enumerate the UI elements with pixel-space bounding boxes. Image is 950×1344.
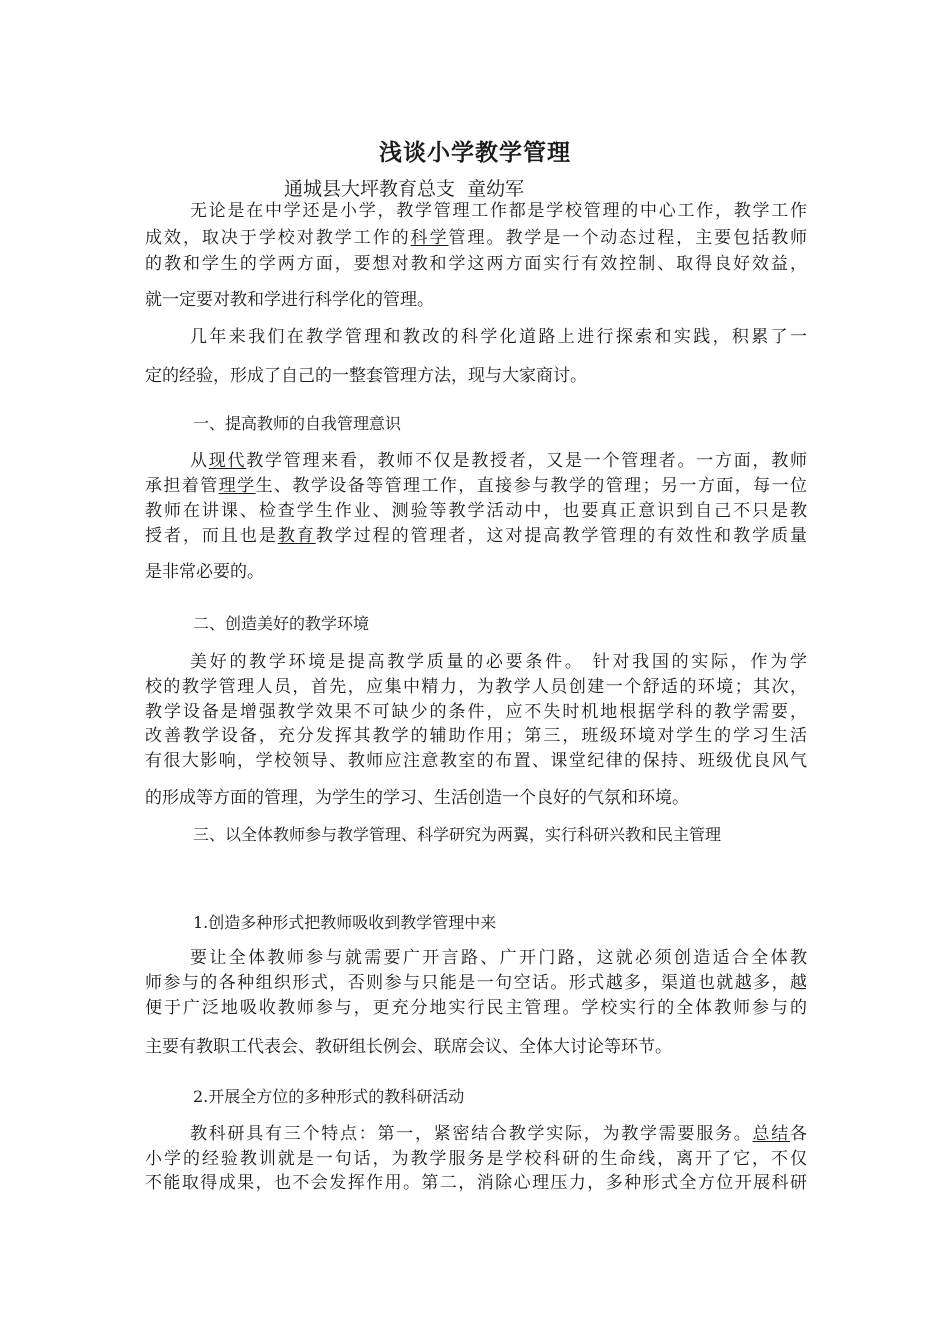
- paragraph-line: 主要有教职工代表会、教研组长例会、联席会议、全体大讨论等环节。: [145, 1037, 672, 1057]
- paragraph-line: 不能取得成果，也不会发挥作用。第二，消除心理压力，多种形式全方位开展科研: [145, 1173, 807, 1193]
- underlined-term: 教育: [277, 526, 316, 546]
- paragraph-line: 成效，取决于学校对教学工作的科学管理。教学是一个动态过程，主要包括教师: [145, 228, 808, 248]
- paragraph-line: 校的教学管理人员，首先，应集中精力，为教学人员创建一个舒适的环境；其次，: [145, 677, 807, 697]
- underlined-term: 科学: [410, 228, 449, 248]
- section-heading: 三、以全体教师参与教学管理、科学研究为两翼，实行科研兴教和民主管理: [193, 825, 722, 844]
- paragraph-line: 有很大影响，学校领导、教师应注意教室的布置、课堂纪律的保持、班级优良风气: [145, 751, 807, 771]
- paragraph-line: 授者，而且也是教育教学过程的管理者，这对提高教学管理的有效性和教学质量: [145, 526, 808, 546]
- underlined-term: 总结: [752, 1124, 790, 1144]
- paragraph-line: 小学的经验教训就是一句话，为教学服务是学校科研的生命线，离开了它，不仅: [145, 1149, 807, 1169]
- paragraph-line: 无论是在中学还是小学，教学管理工作都是学校管理的中心工作，教学工作: [190, 201, 807, 221]
- document-subtitle: 通城县大坪教育总支 童幼军: [284, 178, 525, 200]
- subsection-heading: 1.创造多种形式把教师吸收到教学管理中来: [193, 913, 497, 932]
- paragraph-line: 便于广泛地吸收教师参与，更充分地实行民主管理。学校实行的全体教师参与的: [145, 998, 807, 1018]
- paragraph-line: 教科研具有三个特点：第一，紧密结合教学实际，为教学需要服务。总结各: [190, 1124, 807, 1144]
- paragraph-line: 就一定要对教和学进行科学化的管理。: [145, 290, 434, 310]
- underlined-term: 理学: [218, 476, 256, 496]
- paragraph-line: 承担着管理学生、教学设备等管理工作，直接参与教学的管理；另一方面，每一位: [145, 476, 808, 496]
- paragraph-line: 是非常必要的。: [145, 562, 264, 582]
- paragraph-line: 几年来我们在教学管理和教改的科学化道路上进行探索和实践，积累了一: [190, 327, 807, 347]
- paragraph-line: 教师在讲课、检查学生作业、测验等教学活动中，也要真正意识到自己不只是教: [145, 501, 807, 521]
- underlined-term: 现代: [208, 451, 247, 471]
- section-heading: 二、创造美好的教学环境: [193, 614, 370, 633]
- paragraph-line: 师参与的各种组织形式，否则参与只能是一句空话。形式越多，渠道也就越多，越: [145, 973, 807, 993]
- paragraph-line: 从现代教学管理来看，教师不仅是教授者，又是一个管理者。一方面，教师: [190, 451, 807, 471]
- paragraph-line: 的教和学生的学两方面，要想对教和学这两方面实行有效控制、取得良好效益，: [145, 254, 807, 274]
- document-title: 浅谈小学教学管理: [379, 140, 571, 166]
- paragraph-line: 要让全体教师参与就需要广开言路、广开门路，这就必须创造适合全体教: [190, 948, 807, 968]
- paragraph-line: 改善教学设备，充分发挥其教学的辅助作用；第三，班级环境对学生的学习生活: [145, 726, 807, 746]
- paragraph-line: 教学设备是增强教学效果不可缺少的条件，应不失时机地根据学科的教学需要，: [145, 702, 807, 722]
- paragraph-line: 美好的教学环境是提高教学质量的必要条件。 针对我国的实际，作为学: [190, 652, 807, 672]
- paragraph-line: 定的经验，形成了自己的一整套管理方法，现与大家商讨。: [145, 366, 587, 386]
- section-heading: 一、提高教师的自我管理意识: [193, 414, 402, 433]
- paragraph-line: 的形成等方面的管理，为学生的学习、生活创造一个良好的气氛和环境。: [145, 788, 689, 808]
- subsection-heading: 2.开展全方位的多种形式的教科研活动: [193, 1087, 465, 1106]
